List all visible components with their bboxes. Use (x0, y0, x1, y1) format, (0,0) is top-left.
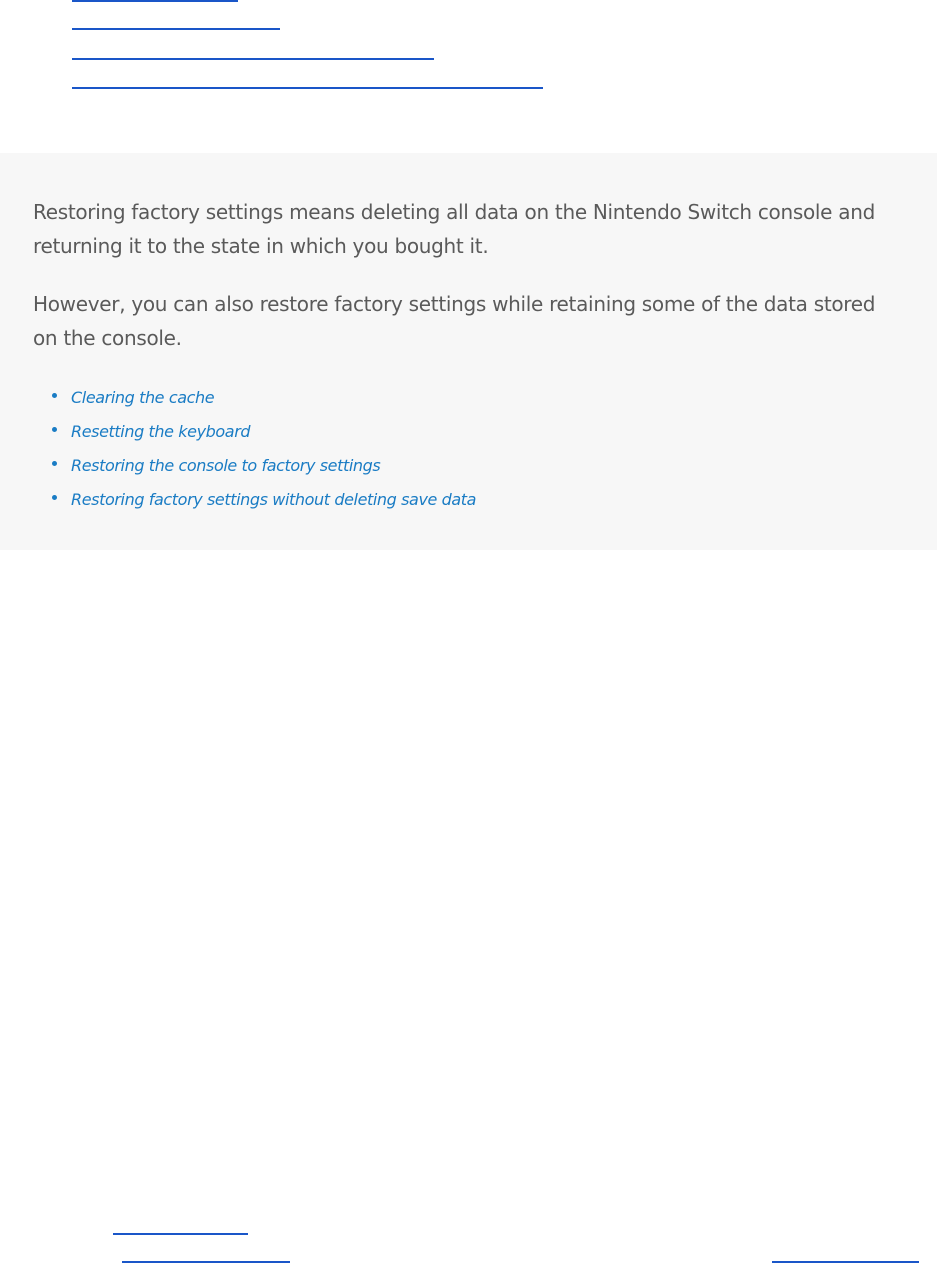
bullet-icon (52, 461, 57, 466)
top-link-4[interactable] (72, 87, 543, 89)
bottom-link-1[interactable] (113, 1233, 248, 1235)
bullet-icon (52, 393, 57, 398)
topic-link-list (51, 381, 476, 517)
bullet-icon (52, 427, 57, 432)
resetting-keyboard-link[interactable]: Resetting the keyboard (71, 422, 251, 441)
bottom-link-3[interactable] (772, 1261, 919, 1263)
list-item (51, 415, 476, 449)
top-link-1[interactable] (72, 0, 238, 2)
clearing-cache-link[interactable]: Clearing the cache (71, 388, 215, 407)
restore-without-deleting-save-link[interactable]: Restoring factory settings without deleting save data (71, 490, 477, 509)
top-link-2[interactable] (72, 28, 280, 30)
intro-paragraph: Restoring factory settings means deleting all data on the Nintendo Switch console and returning it to the state in which you bought it. (33, 200, 875, 258)
top-link-3[interactable] (72, 58, 434, 60)
list-item (51, 449, 476, 483)
info-panel (0, 153, 937, 550)
list-item (51, 381, 476, 415)
restore-factory-settings-link[interactable]: Restoring the console to factory settings (71, 456, 381, 475)
bottom-link-2[interactable] (122, 1261, 290, 1263)
list-item (51, 483, 476, 517)
retain-data-paragraph: However, you can also restore factory settings while retaining some of the data stored on the console. (33, 292, 876, 350)
bullet-icon (52, 495, 57, 500)
